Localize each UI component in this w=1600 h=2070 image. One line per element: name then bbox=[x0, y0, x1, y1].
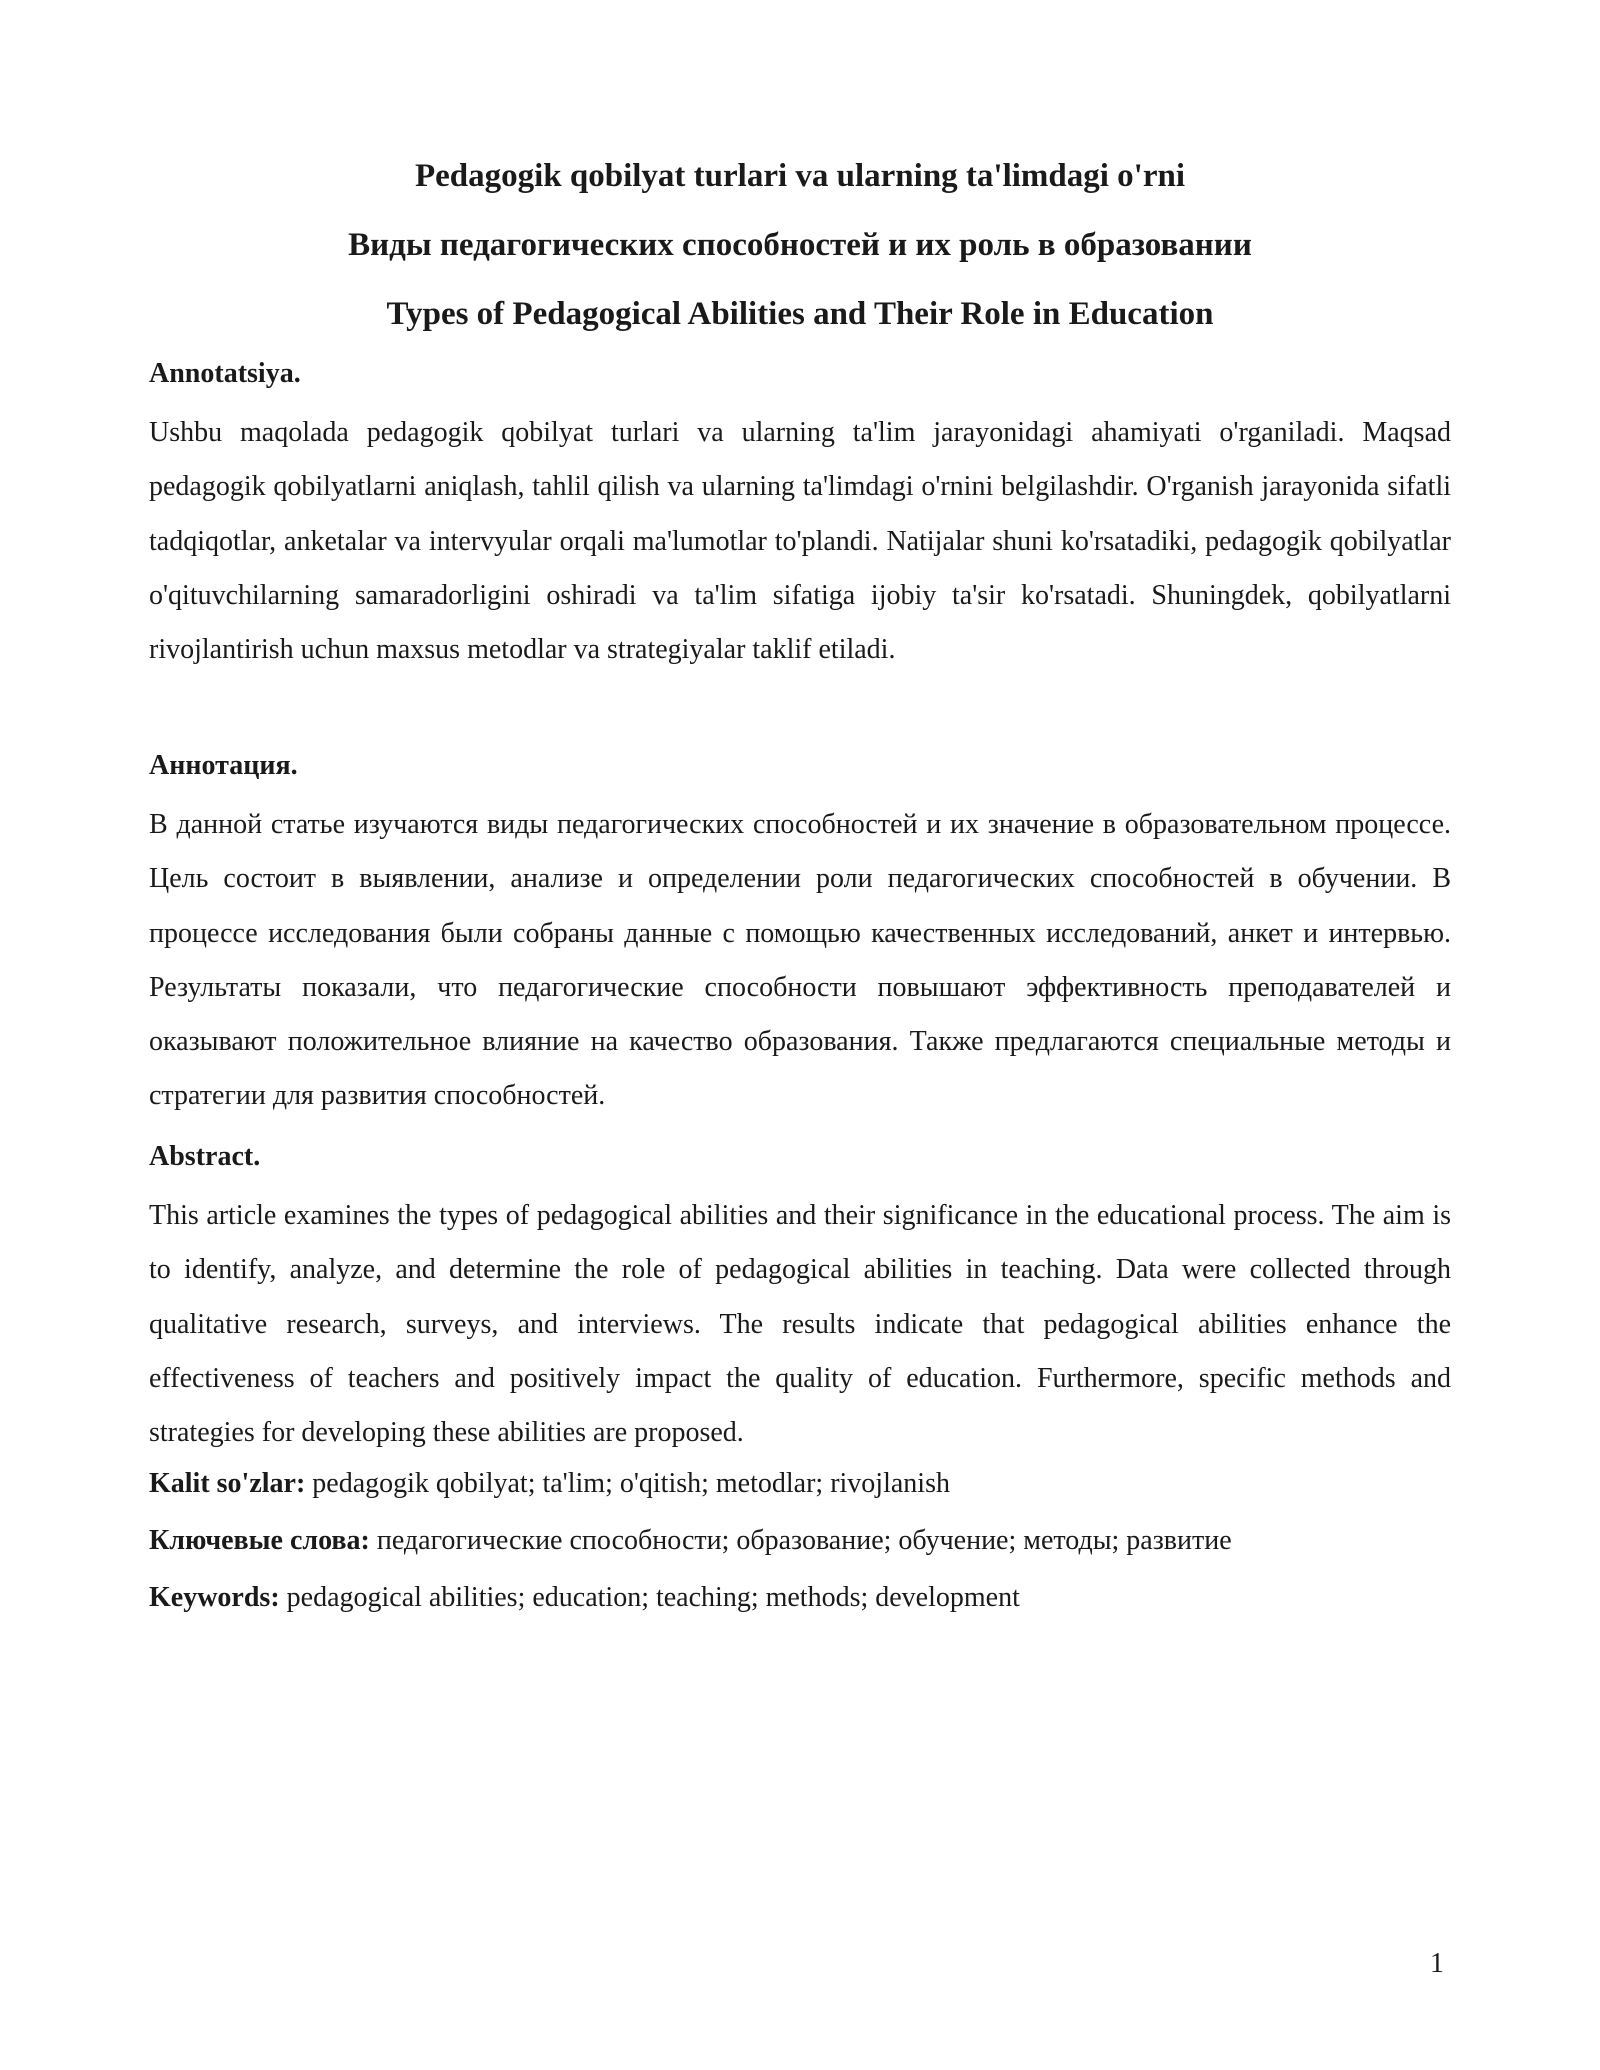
keywords-english bbox=[149, 1580, 1451, 1616]
abstract-russian-text: В данной статье изучаются виды педагогических способностей и их значение в образовательном процессе. Цель состоит в выявлении, анализе и определении роли педагогических способностей в обучении. В процессе исследования были собраны данные с помощью качественных исследований, анкет и интервью. Результаты показали, что педагогические способности повышают эффективность преподавателей и оказывают положительное влияние на качество образования. Также предлагаются специальные методы и стратегии для развития способностей. bbox=[149, 809, 1451, 1112]
abstract-english-section bbox=[149, 1139, 1451, 1460]
keywords-uzbek-label: Kalit so'zlar: bbox=[149, 1468, 306, 1499]
title-block bbox=[149, 142, 1451, 349]
abstract-russian-heading: Аннотация. bbox=[149, 750, 298, 781]
keywords-russian-value: педагогические способности; образование; обучение; методы; развитие bbox=[369, 1525, 1232, 1556]
page-number: 1 bbox=[1430, 1948, 1444, 1979]
abstract-english-heading: Abstract. bbox=[149, 1141, 261, 1172]
abstract-uzbek-heading: Annotatsiya. bbox=[149, 358, 301, 389]
keywords-russian-label: Ключевые слова: bbox=[149, 1525, 370, 1556]
keywords-english-label: Keywords: bbox=[149, 1582, 280, 1613]
abstract-russian-section bbox=[149, 748, 1451, 1124]
title-uzbek: Pedagogik qobilyat turlari va ularning ta'limdagi o'rni bbox=[414, 158, 1186, 194]
title-russian: Виды педагогических способностей и их роль в образовании bbox=[348, 227, 1252, 263]
keywords-uzbek bbox=[149, 1466, 1451, 1502]
keywords-russian bbox=[149, 1523, 1451, 1559]
keywords-uzbek-value: pedagogik qobilyat; ta'lim; o'qitish; metodlar; rivojlanish bbox=[305, 1468, 950, 1499]
keywords-english-value: pedagogical abilities; education; teaching; methods; development bbox=[279, 1582, 1020, 1613]
abstract-english-text: This article examines the types of pedagogical abilities and their significance in the educational process. The aim is to identify, analyze, and determine the role of pedagogical abilities in teaching. Data were collected through qualitative research, surveys, and interviews. The results indicate that pedagogical abilities enhance the effectiveness of teachers and positively impact the quality of education. Furthermore, specific methods and strategies for developing these abilities are proposed. bbox=[149, 1200, 1451, 1449]
abstract-uzbek-text: Ushbu maqolada pedagogik qobilyat turlari va ularning ta'lim jarayonidagi ahamiyati o'rganiladi. Maqsad pedagogik qobilyatlarni aniqlash, tahlil qilish va ularning ta'limdagi o'rnini belgilashdir. O'rganish jarayonida sifatli tadqiqotlar, anketalar va intervyular orqali ma'lumotlar to'plandi. Natijalar shuni ko'rsatadiki, pedagogik qobilyatlar o'qituvchilarning samaradorligini oshiradi va ta'lim sifatiga ijobiy ta'sir ko'rsatadi. Shuningdek, qobilyatlarni rivojlantirish uchun maxsus metodlar va strategiyalar taklif etiladi. bbox=[149, 417, 1451, 666]
title-english: Types of Pedagogical Abilities and Their Role in Education bbox=[386, 296, 1214, 332]
abstract-uzbek-section bbox=[149, 356, 1451, 677]
